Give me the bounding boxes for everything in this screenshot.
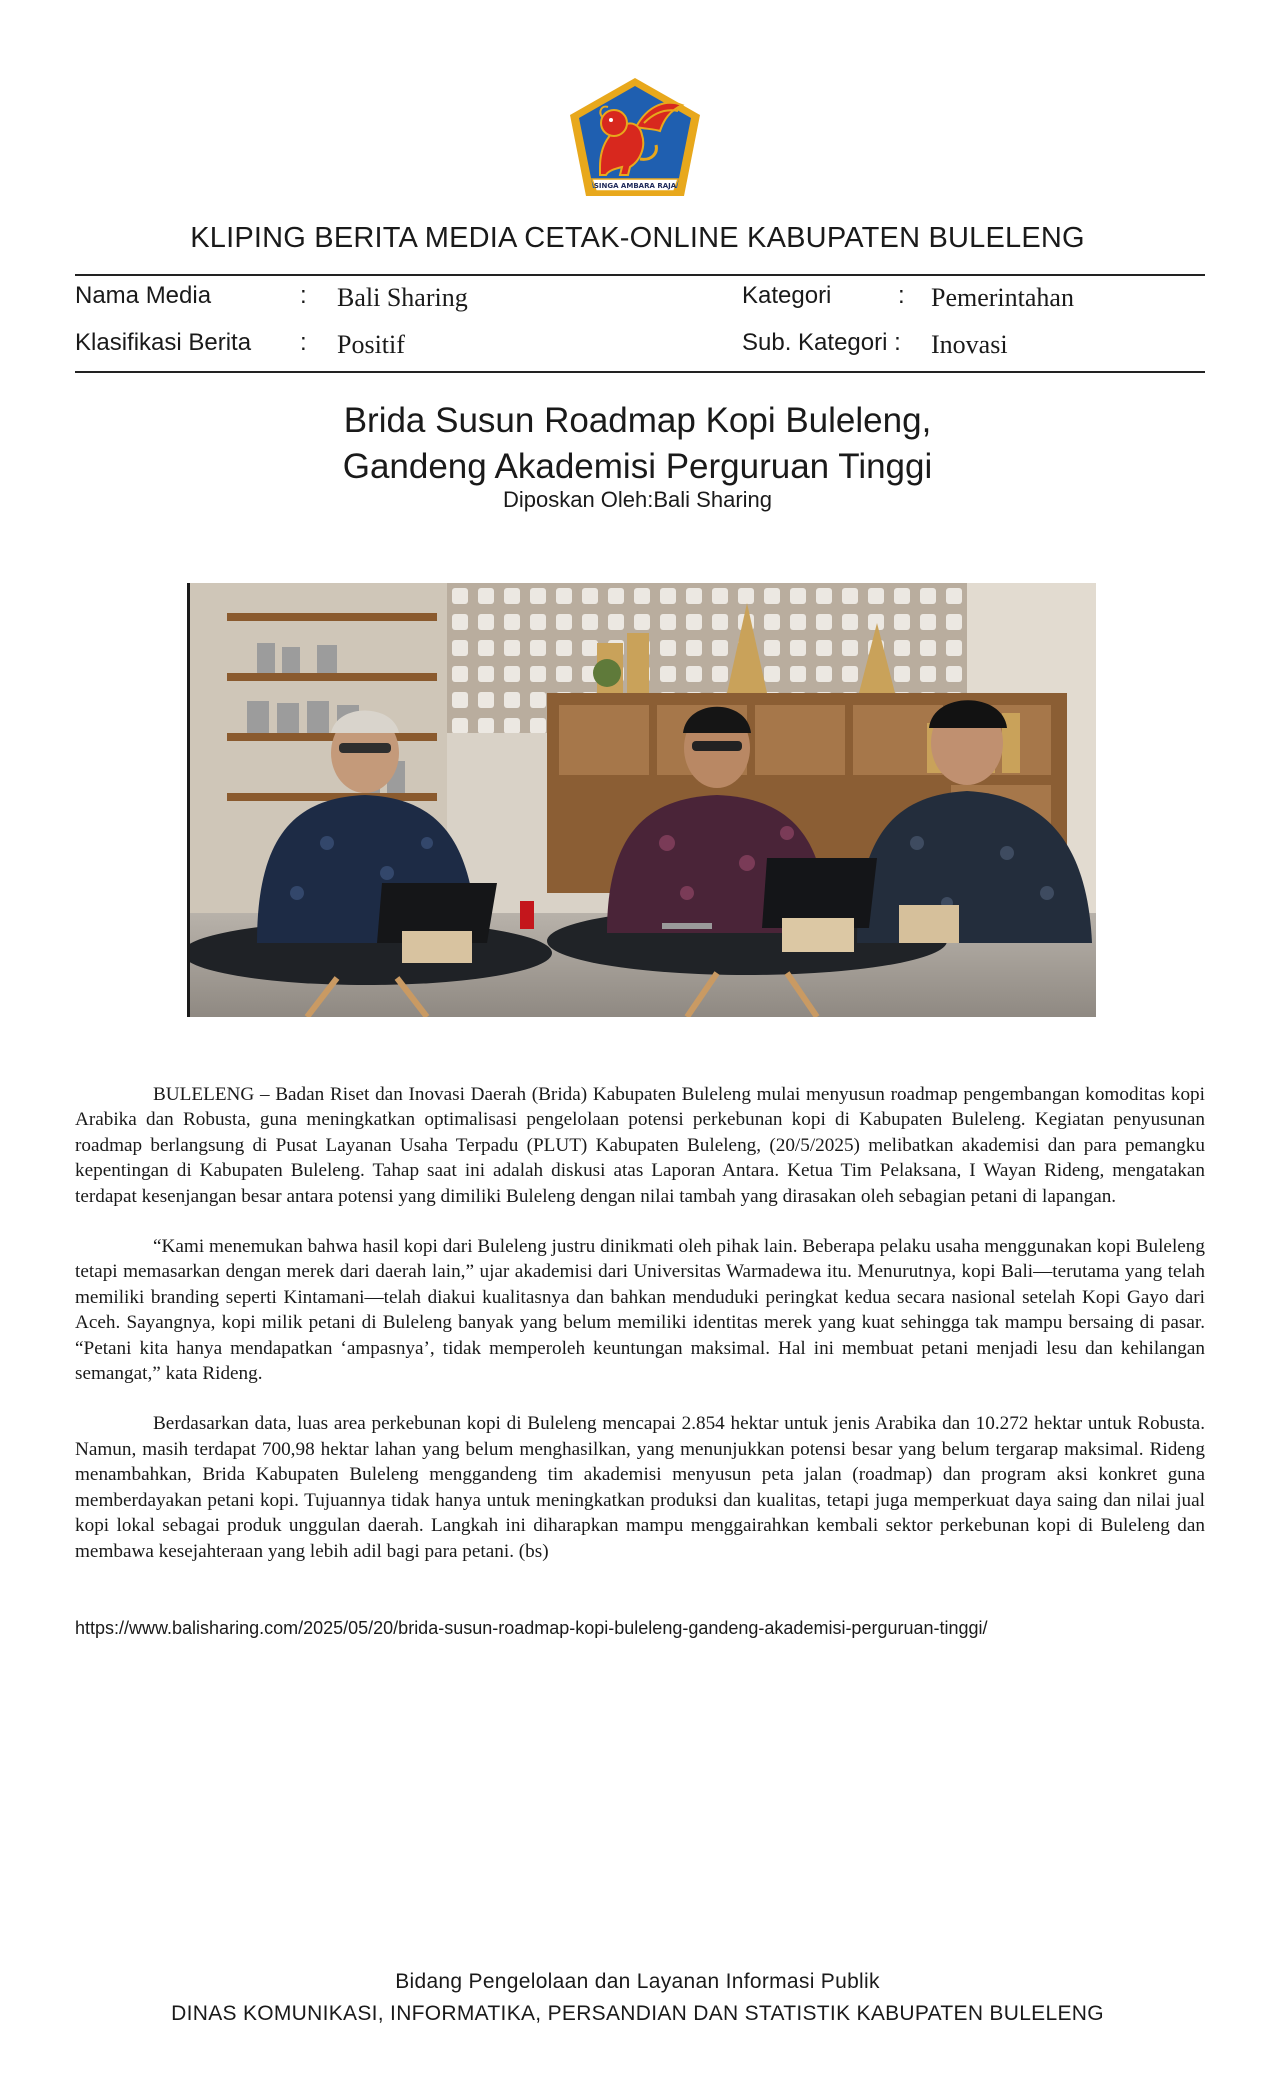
article-paragraph-1: BULELENG – Badan Riset dan Inovasi Daerah (Brida) Kabupaten Buleleng mulai menyusun roadmap pengembangan komoditas kopi Arabika dan Robusta, guna meningkatkan optimalisasi pengelolaan potensi perkebunan kopi di Kabupaten Buleleng. Kegiatan penyusunan roadmap berlangsung di Pusat Layanan Usaha Terpadu (PLUT) Kabupaten Buleleng, (20/5/2025) melibatkan akademisi dan para pemangku kepentingan di Kabupaten Buleleng. Tahap saat ini adalah diskusi atas Laporan Antara. Ketua Tim Pelaksana, I Wayan Rideng, mengatakan terdapat kesenjangan besar antara potensi yang dimiliki Buleleng dengan nilai tambah yang dirasakan oleh sebagian petani di lapangan. (75, 1084, 1205, 1207)
news-classification-label: Klasifikasi Berita (75, 329, 252, 356)
article-paragraph-2: “Kami menemukan bahwa hasil kopi dari Buleleng justru dinikmati oleh pihak lain. Beberapa pelaku usaha menggunakan kopi Buleleng tetapi memasarkan dengan merek dari daerah lain,” ujar akademisi dari Universitas Warmadewa itu. Menurutnya, kopi Bali—terutama yang telah memiliki branding seperti Kintamani—telah diakui kualitasnya dan bahkan menduduki peringkat kedua secara nasional setelah Kopi Gayo dari Aceh. Sayangnya, kopi milik petani di Buleleng banyak yang belum memiliki identitas merek yang kuat sehingga tak mampu bersaing di pasar. “Petani kita hanya mendapatkan ‘ampasnya’, tidak memperoleh keuntungan maksimal. Hal ini membuat petani menjadi lesu dan kehilangan semangat,” kata Rideng. (75, 1236, 1205, 1385)
article-paragraph-3: Berdasarkan data, luas area perkebunan kopi di Buleleng mencapai 2.854 hektar untuk jenis Arabika dan 10.272 hektar untuk Robusta. Namun, masih terdapat 700,98 hektar lahan yang belum menghasilkan, yang menunjukkan potensi besar yang belum tergarap maksimal. Rideng menambahkan, Brida Kabupaten Buleleng menggandeng tim akademisi menyusun peta jalan (roadmap) dan program aksi konkret guna memberdayakan petani kopi. Tujuannya tidak hanya untuk meningkatkan produksi dan kualitas, tetapi juga memperkuat daya saing dan nilai jual kopi lokal sebagai produk unggulan daerah. Langkah ini diharapkan mampu menggairahkan kembali sektor perkebunan kopi di Buleleng dan membawa kesejahteraan yang lebih adil bagi para petani. (bs) (75, 1413, 1205, 1562)
source-url-link[interactable]: https://www.balisharing.com/2025/05/20/brida-susun-roadmap-kopi-buleleng-gandeng-akademisi-perguruan-tinggi/ (75, 1618, 988, 1638)
article-body (75, 1082, 1205, 1589)
footer-division: Bidang Pengelolaan dan Layanan Informasi Publik (395, 1970, 880, 1993)
article-title-line-2: Gandeng Akademisi Perguruan Tinggi (342, 447, 933, 486)
clipping-header-title: KLIPING BERITA MEDIA CETAK-ONLINE KABUPATEN BULELENG (190, 222, 1085, 254)
category-label: Kategori (742, 282, 832, 309)
lion-emblem-icon (566, 75, 704, 199)
header-top-rule (75, 274, 1205, 276)
category-colon: : (898, 282, 905, 309)
meeting-photo-illustration (187, 583, 1096, 1017)
subcategory-label: Sub. Kategori : (742, 329, 901, 356)
buleleng-emblem-logo (566, 75, 704, 199)
media-name-value: Bali Sharing (337, 283, 468, 312)
emblem-motto: SINGA AMBARA RAJA (593, 182, 677, 190)
media-name-colon: : (300, 282, 307, 309)
news-classification-colon: : (300, 329, 307, 356)
footer-department: DINAS KOMUNIKASI, INFORMATIKA, PERSANDIAN DAN STATISTIK KABUPATEN BULELENG (171, 2002, 1104, 2025)
subcategory-value: Inovasi (931, 330, 1008, 359)
media-name-label: Nama Media (75, 282, 212, 309)
news-classification-value: Positif (337, 330, 405, 359)
category-value: Pemerintahan (931, 283, 1074, 312)
article-title-line-1: Brida Susun Roadmap Kopi Buleleng, (343, 401, 932, 440)
posted-by: Diposkan Oleh:Bali Sharing (502, 487, 773, 512)
article-photo (187, 583, 1096, 1017)
header-bottom-rule (75, 371, 1205, 373)
